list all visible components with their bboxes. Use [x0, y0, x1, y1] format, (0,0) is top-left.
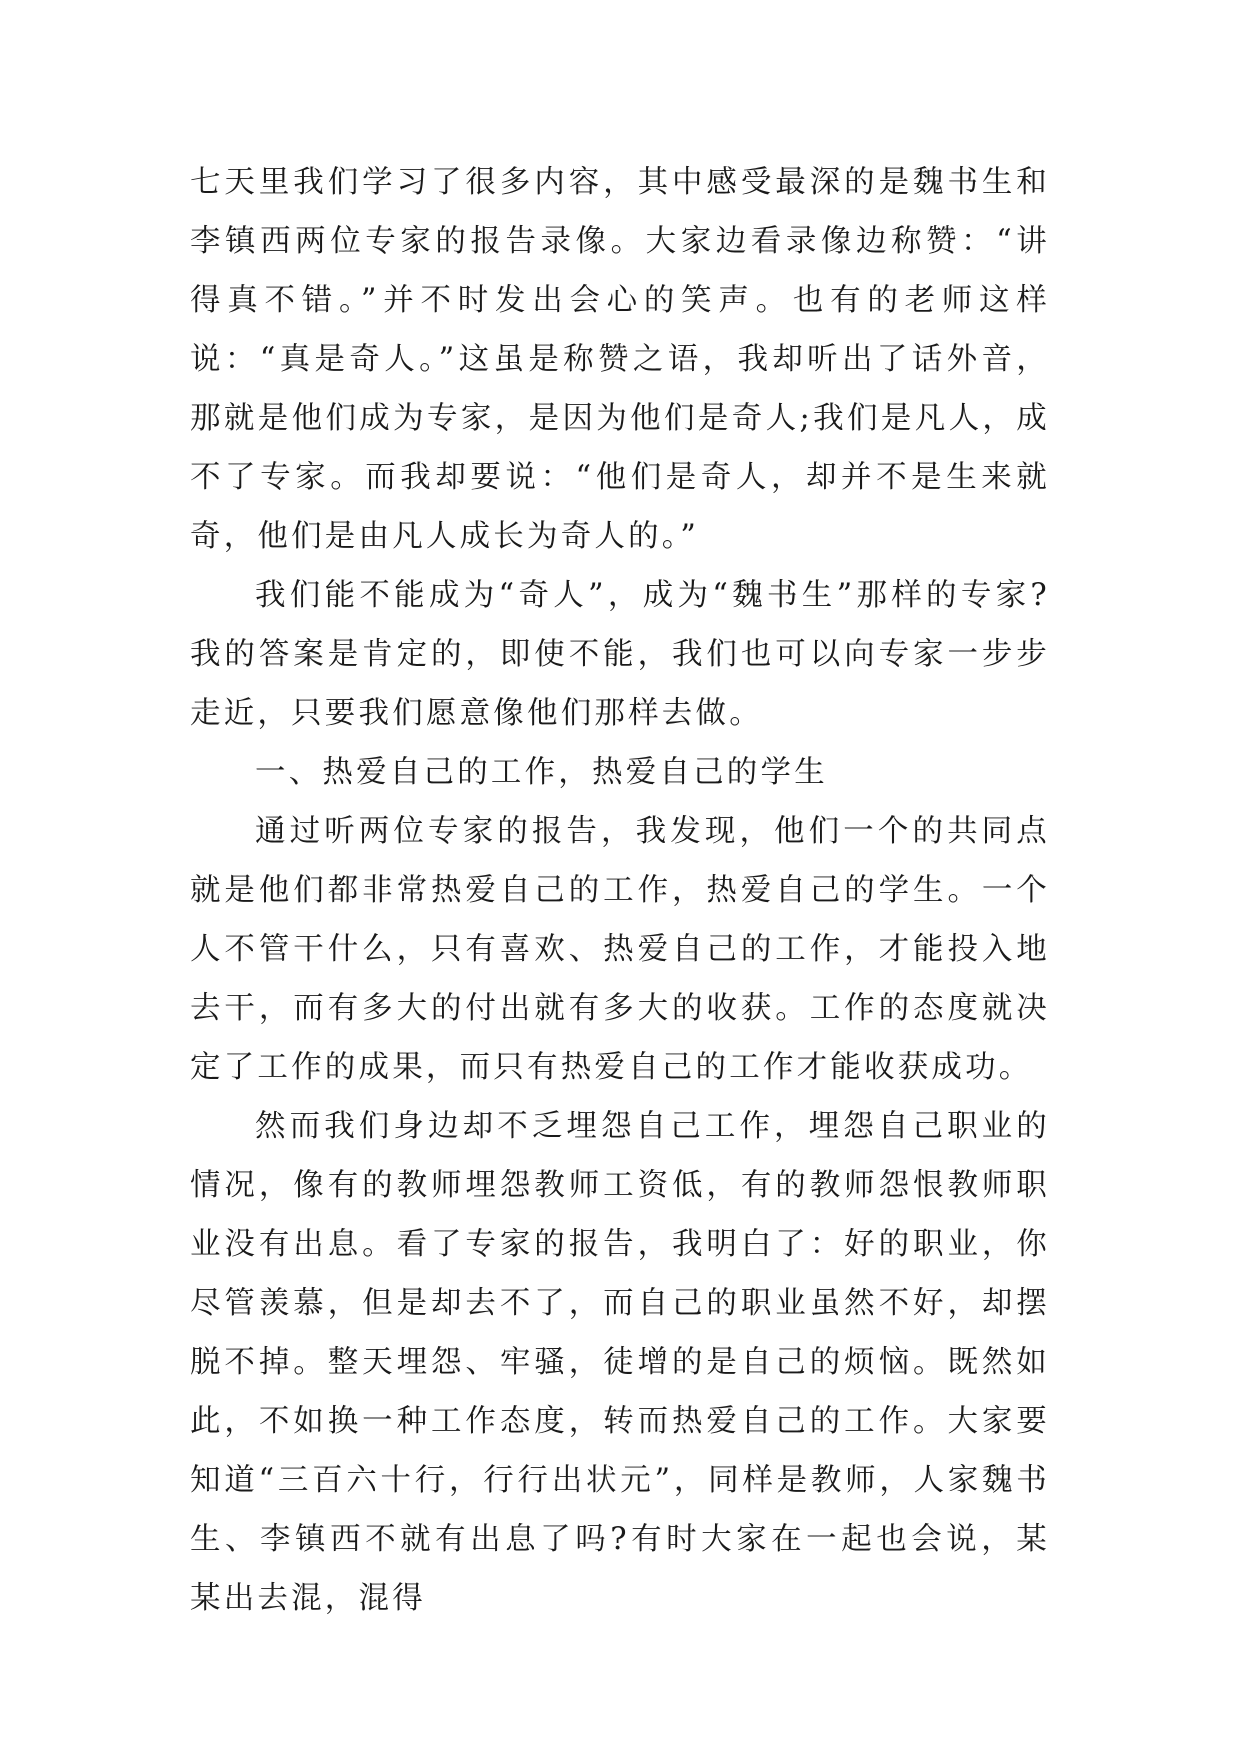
paragraph-complaints: 然而我们身边却不乏埋怨自己工作，埋怨自己职业的情况，像有的教师埋怨教师工资低，有的教师怨恨教师职业没有出息。看了专家的报告，我明白了：好的职业，你尽管羡慕，但是却去不了，而自己的职业虽然不好，却摆脱不掉。整天埋怨、牢骚，徒增的是自己的烦恼。既然如此，不如换一种工作态度，转而热爱自己的工作。大家要知道“三百六十行，行行出状元”，同样是教师，人家魏书生、李镇西不就有出息了吗?有时大家在一起也会说，某某出去混，混得: [190, 1109, 1050, 1616]
paragraph-common-point: 通过听两位专家的报告，我发现，他们一个的共同点就是他们都非常热爱自己的工作，热爱自己的学生。一个人不管干什么，只有喜欢、热爱自己的工作，才能投入地去干，而有多大的付出就有多大的收获。工作的态度就决定了工作的成果，而只有热爱自己的工作才能收获成功。: [190, 814, 1050, 1085]
section-heading: 一、热爱自己的工作，热爱自己的学生: [255, 755, 828, 790]
document-body: [190, 153, 1050, 1628]
paragraph-question: 我们能不能成为“奇人”，成为“魏书生”那样的专家?我的答案是肯定的，即使不能，我们也可以向专家一步步走近，只要我们愿意像他们那样去做。: [190, 578, 1050, 731]
paragraph-opening: 七天里我们学习了很多内容，其中感受最深的是魏书生和李镇西两位专家的报告录像。大家边看录像边称赞：“讲得真不错。”并不时发出会心的笑声。也有的老师这样说：“真是奇人。”这虽是称赞之语，我却听出了话外音，那就是他们成为专家，是因为他们是奇人;我们是凡人，成不了专家。而我却要说：“他们是奇人，却并不是生来就奇，他们是由凡人成长为奇人的。”: [190, 165, 1050, 554]
